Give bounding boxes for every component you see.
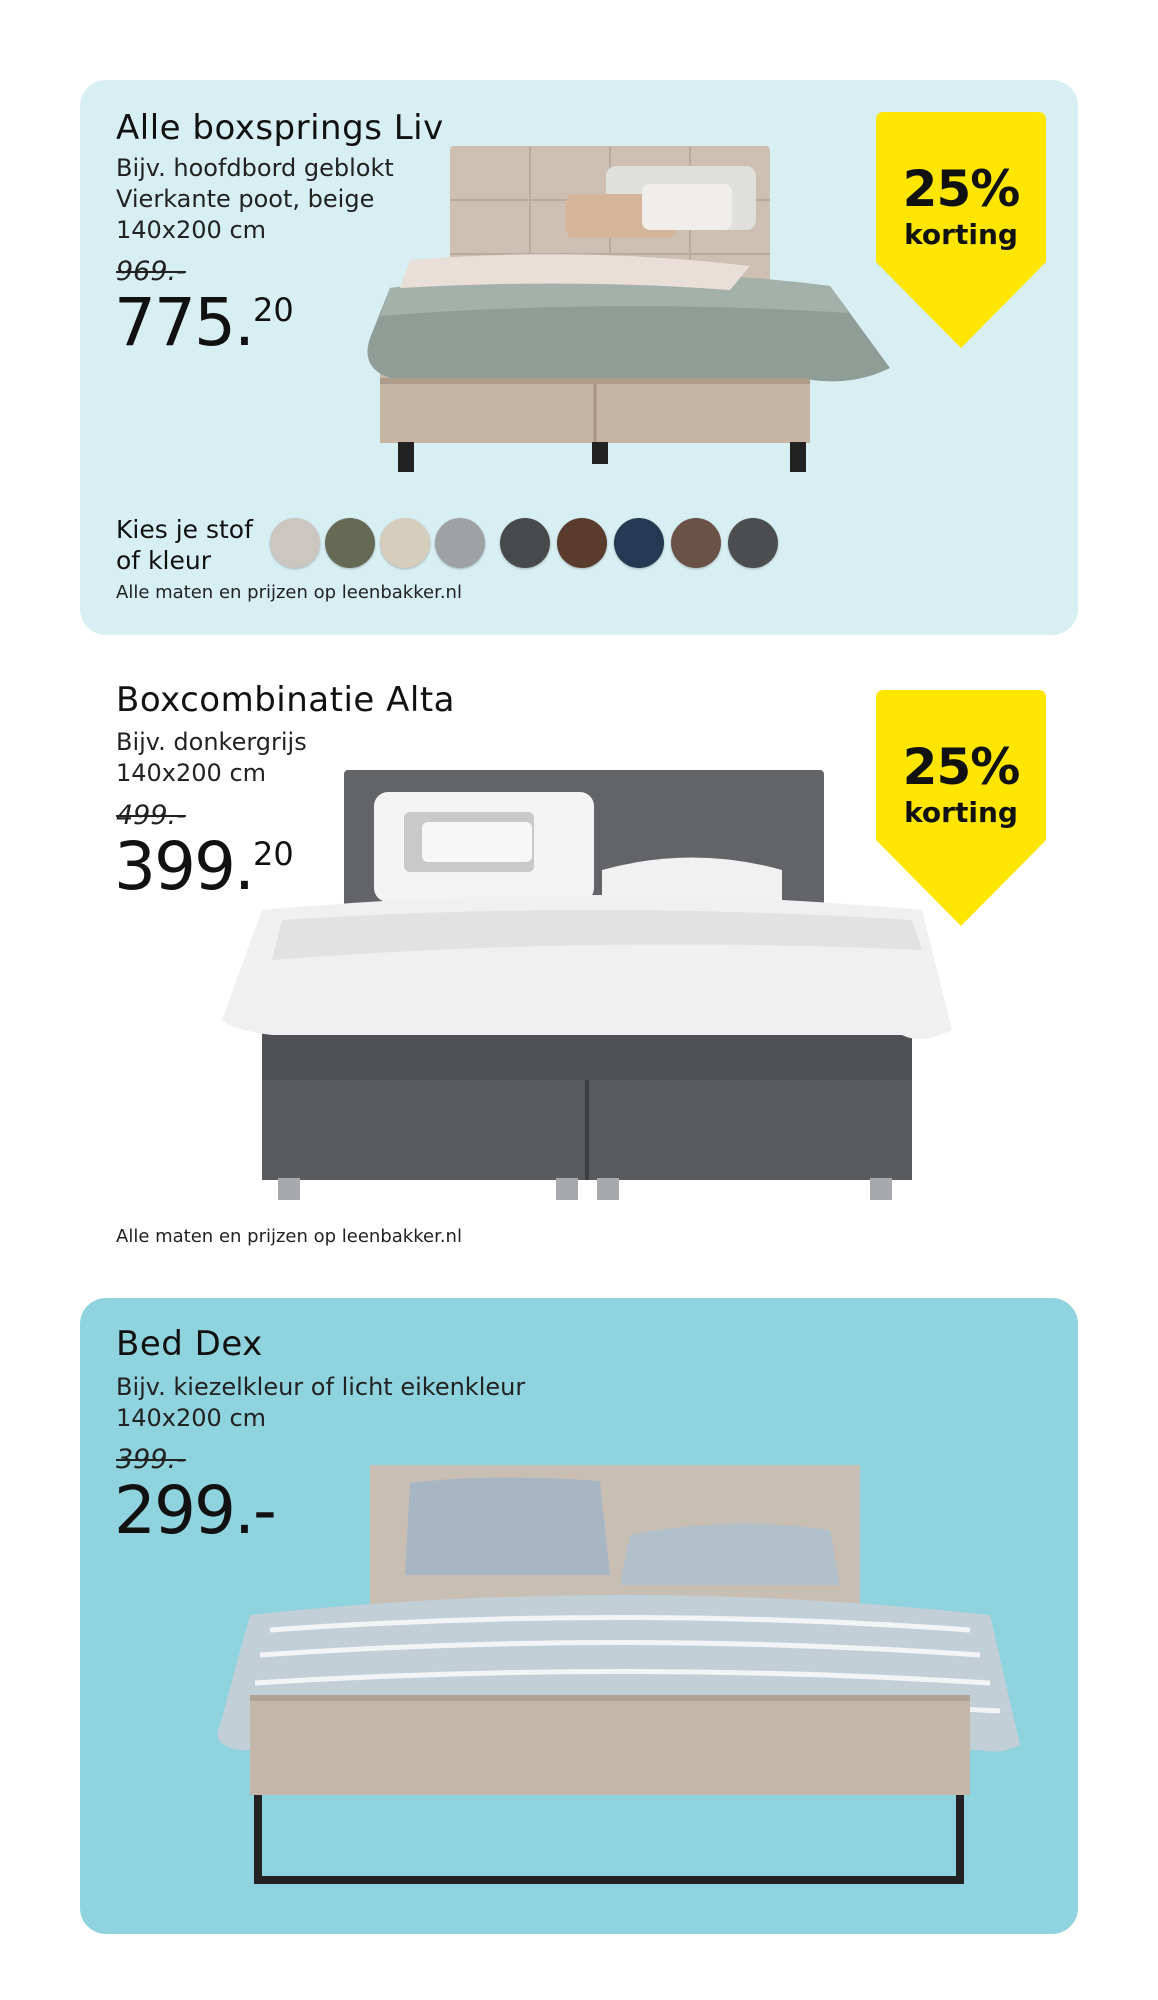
spec-line: Bijv. kiezelkleur of licht eikenkleur xyxy=(116,1373,526,1401)
discount-badge xyxy=(876,112,1046,352)
badge-label: korting xyxy=(904,796,1018,829)
price-cents: 20 xyxy=(252,835,294,873)
price-main: 299.- xyxy=(114,1472,275,1549)
bed-dex-image xyxy=(210,1455,1030,1895)
fabric-swatch[interactable] xyxy=(614,518,664,568)
price-main: 399. xyxy=(114,828,253,905)
bed-legs xyxy=(258,1795,960,1880)
sizes-prices-note: Alle maten en prijzen op leenbakker.nl xyxy=(116,1226,462,1247)
choose-fabric-label xyxy=(116,514,253,576)
fabric-swatch[interactable] xyxy=(380,518,430,568)
spec-line: 140x200 cm xyxy=(116,216,267,244)
price xyxy=(114,284,294,361)
choose-fabric-line: of kleur xyxy=(116,546,211,575)
price-cents: 20 xyxy=(252,291,294,329)
spec-line: 140x200 cm xyxy=(116,1404,267,1432)
old-price: 399.- xyxy=(116,1444,186,1475)
spec-line: Vierkante poot, beige xyxy=(116,185,375,213)
product-spec xyxy=(116,1372,525,1434)
bed-frame xyxy=(250,1695,970,1795)
boxspring-alta-image xyxy=(222,760,962,1200)
badge-percent: 25% xyxy=(902,160,1020,218)
old-price: 969.- xyxy=(116,256,186,287)
fabric-swatch[interactable] xyxy=(435,518,485,568)
choose-fabric-line: Kies je stof xyxy=(116,515,253,544)
product-title: Alle boxsprings Liv xyxy=(116,108,444,148)
spec-line: 140x200 cm xyxy=(116,759,267,787)
price-main: 775. xyxy=(114,284,253,361)
fabric-swatch[interactable] xyxy=(728,518,778,568)
old-price: 499.- xyxy=(116,800,186,831)
discount-badge xyxy=(876,690,1046,930)
fabric-swatch[interactable] xyxy=(270,518,320,568)
fabric-swatch[interactable] xyxy=(500,518,550,568)
spec-line: Bijv. donkergrijs xyxy=(116,728,307,756)
product-title: Boxcombinatie Alta xyxy=(116,680,456,720)
badge-label: korting xyxy=(904,218,1018,251)
product-title: Bed Dex xyxy=(116,1324,263,1364)
fabric-swatch[interactable] xyxy=(671,518,721,568)
spec-line: Bijv. hoofdbord geblokt xyxy=(116,154,394,182)
fabric-swatch[interactable] xyxy=(557,518,607,568)
boxspring-liv-image xyxy=(330,138,910,500)
sizes-prices-note: Alle maten en prijzen op leenbakker.nl xyxy=(116,582,462,603)
fabric-swatch[interactable] xyxy=(325,518,375,568)
badge-percent: 25% xyxy=(902,738,1020,796)
